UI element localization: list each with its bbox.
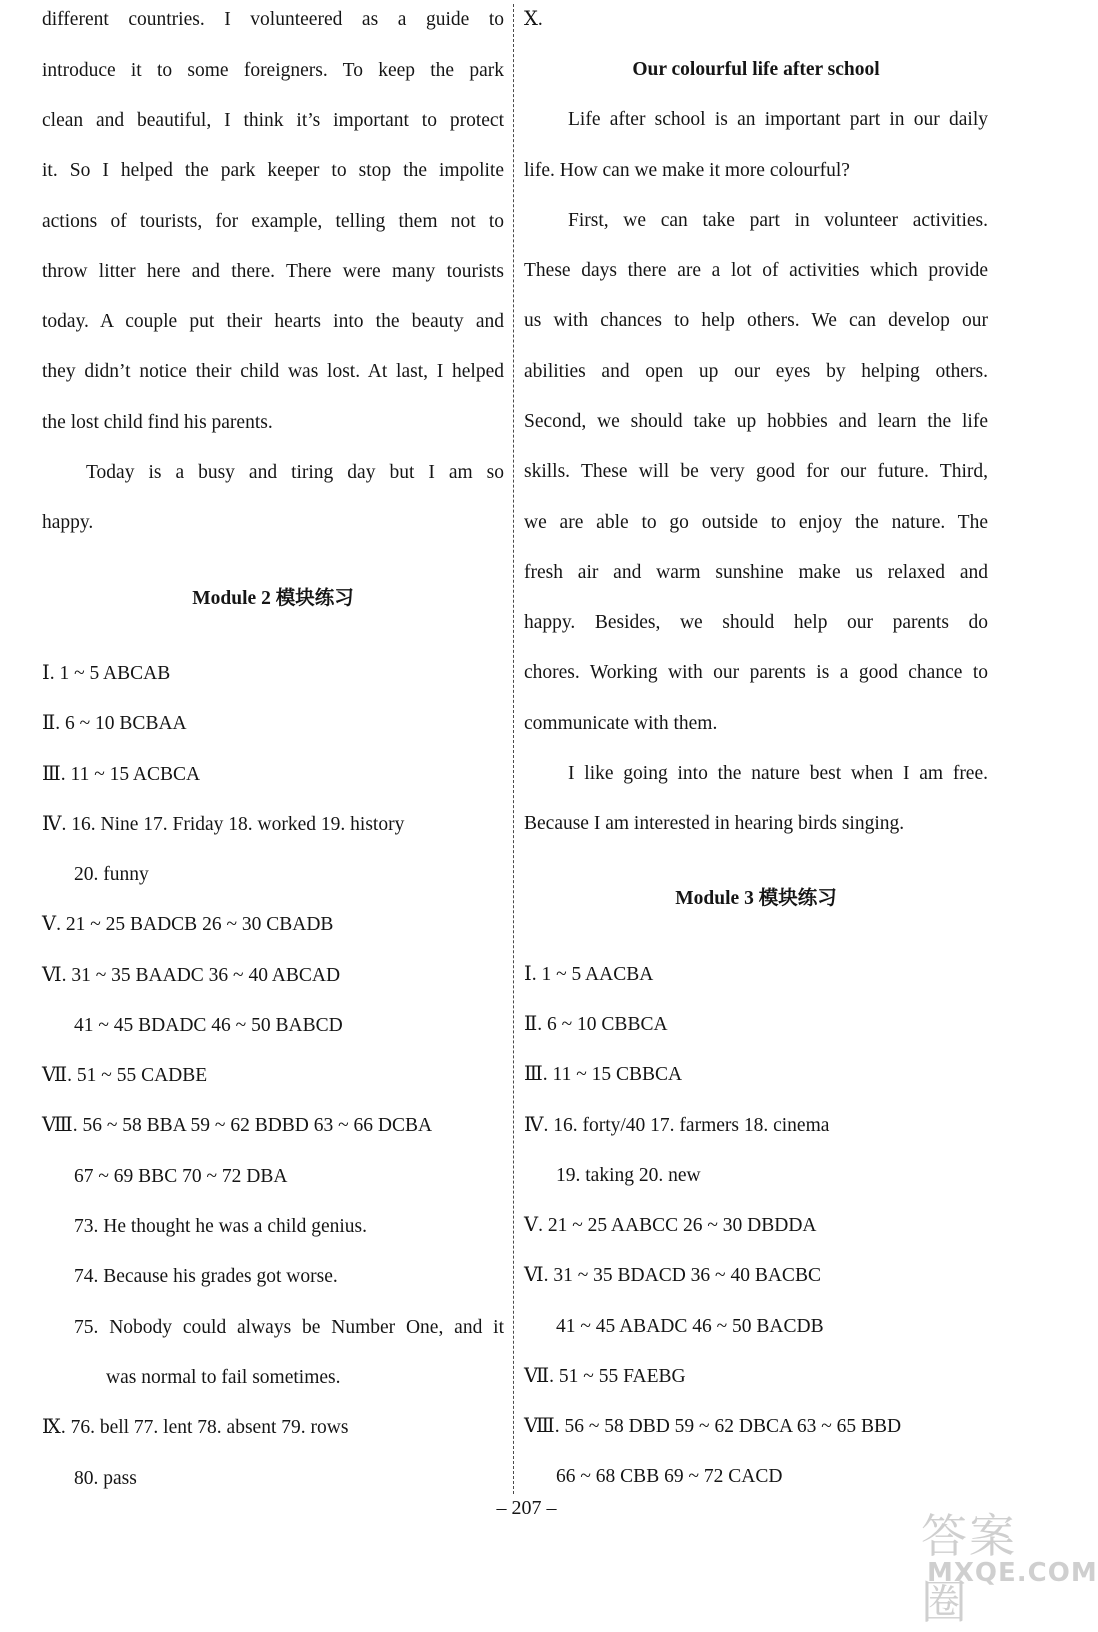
answer-line: Ⅸ. 76. bell 77. lent 78. absent 79. rows	[42, 1417, 349, 1438]
page-number: – 207 –	[496, 1497, 557, 1519]
text-line: the lost child find his parents.	[42, 412, 273, 433]
text-line: today. A couple put their hearts into the beauty and	[42, 311, 504, 332]
answer-line: Ⅰ. 1 ~ 5 AACBA	[524, 964, 654, 985]
text-line: Because I am interested in hearing birds singing.	[524, 813, 905, 834]
text-line: These days there are a lot of activities which provide	[524, 260, 988, 281]
answer-line: 75. Nobody could always be Number One, and it	[74, 1317, 504, 1338]
text-line: it. So I helped the park keeper to stop the impolite	[42, 160, 504, 181]
answer-line: 19. taking 20. new	[556, 1165, 701, 1186]
answer-line: Ⅶ. 51 ~ 55 FAEBG	[524, 1366, 686, 1387]
answer-line: 66 ~ 68 CBB 69 ~ 72 CACD	[556, 1466, 783, 1487]
answer-line: 67 ~ 69 BBC 70 ~ 72 DBA	[74, 1166, 288, 1187]
answer-line: Ⅵ. 31 ~ 35 BDACD 36 ~ 40 BACBC	[524, 1265, 821, 1286]
answer-line: Ⅴ. 21 ~ 25 AABCC 26 ~ 30 DBDDA	[524, 1215, 817, 1236]
answer-line: Ⅰ. 1 ~ 5 ABCAB	[42, 663, 171, 684]
answer-line: Ⅷ. 56 ~ 58 DBD 59 ~ 62 DBCA 63 ~ 65 BBD	[524, 1416, 902, 1437]
text-line: clean and beautiful, I think it’s important to protect	[42, 110, 504, 131]
text-line: Life after school is an important part in our daily	[568, 109, 988, 130]
module-2-heading: Module 2 模块练习	[192, 588, 354, 609]
answer-line: Ⅱ. 6 ~ 10 CBBCA	[524, 1014, 668, 1035]
answer-line: 80. pass	[74, 1468, 137, 1489]
text-line: chores. Working with our parents is a good chance to	[524, 662, 988, 683]
text-line: life. How can we make it more colourful?	[524, 160, 850, 181]
answer-line: Ⅱ. 6 ~ 10 BCBAA	[42, 713, 187, 734]
text-line: throw litter here and there. There were many tourists	[42, 261, 504, 282]
text-line: Second, we should take up hobbies and learn the life	[524, 411, 988, 432]
answer-line: was normal to fail sometimes.	[106, 1367, 341, 1388]
text-line: we are able to go outside to enjoy the nature. The	[524, 512, 988, 533]
answer-line: Ⅵ. 31 ~ 35 BAADC 36 ~ 40 ABCAD	[42, 965, 341, 986]
text-line: I like going into the nature best when I am free.	[568, 763, 988, 784]
answer-line: Ⅶ. 51 ~ 55 CADBE	[42, 1065, 208, 1086]
answer-line: 41 ~ 45 BDADC 46 ~ 50 BABCD	[74, 1015, 343, 1036]
answer-line: 74. Because his grades got worse.	[74, 1266, 338, 1287]
text-line: actions of tourists, for example, telling them not to	[42, 211, 504, 232]
section-label: Ⅹ.	[524, 9, 543, 30]
answer-line: 73. He thought he was a child genius.	[74, 1216, 367, 1237]
text-line: fresh air and warm sunshine make us relaxed and	[524, 562, 988, 583]
text-line: Today is a busy and tiring day but I am so	[86, 462, 504, 483]
answer-line: 41 ~ 45 ABADC 46 ~ 50 BACDB	[556, 1316, 824, 1337]
text-line: us with chances to help others. We can develop our	[524, 310, 988, 331]
text-line: different countries. I volunteered as a guide to	[42, 9, 504, 30]
watermark-url-text: MXQE.COM	[927, 1558, 1098, 1588]
text-line: skills. These will be very good for our future. Third,	[524, 461, 988, 482]
answer-line: 20. funny	[74, 864, 149, 885]
text-line: introduce it to some foreigners. To keep the park	[42, 60, 504, 81]
answer-line: Ⅴ. 21 ~ 25 BADCB 26 ~ 30 CBADB	[42, 914, 334, 935]
text-line: happy.	[42, 512, 94, 533]
text-line: they didn’t notice their child was lost. At last, I helped	[42, 361, 504, 382]
watermark-logo	[921, 1500, 1098, 1629]
answer-line: Ⅷ. 56 ~ 58 BBA 59 ~ 62 BDBD 63 ~ 66 DCBA	[42, 1115, 433, 1136]
column-divider	[513, 4, 514, 1494]
answer-line: Ⅳ. 16. Nine 17. Friday 18. worked 19. history	[42, 814, 405, 835]
text-line: communicate with them.	[524, 713, 718, 734]
answer-line: Ⅲ. 11 ~ 15 ACBCA	[42, 764, 201, 785]
essay-title: Our colourful life after school	[632, 59, 880, 80]
answer-line: Ⅳ. 16. forty/40 17. farmers 18. cinema	[524, 1115, 830, 1136]
text-line: First, we can take part in volunteer activities.	[568, 210, 988, 231]
module-3-heading: Module 3 模块练习	[675, 888, 837, 909]
text-line: happy. Besides, we should help our parents do	[524, 612, 988, 633]
text-line: abilities and open up our eyes by helping others.	[524, 361, 988, 382]
answer-line: Ⅲ. 11 ~ 15 CBBCA	[524, 1064, 683, 1085]
watermark-top-text: 答案圈	[921, 1509, 1017, 1629]
